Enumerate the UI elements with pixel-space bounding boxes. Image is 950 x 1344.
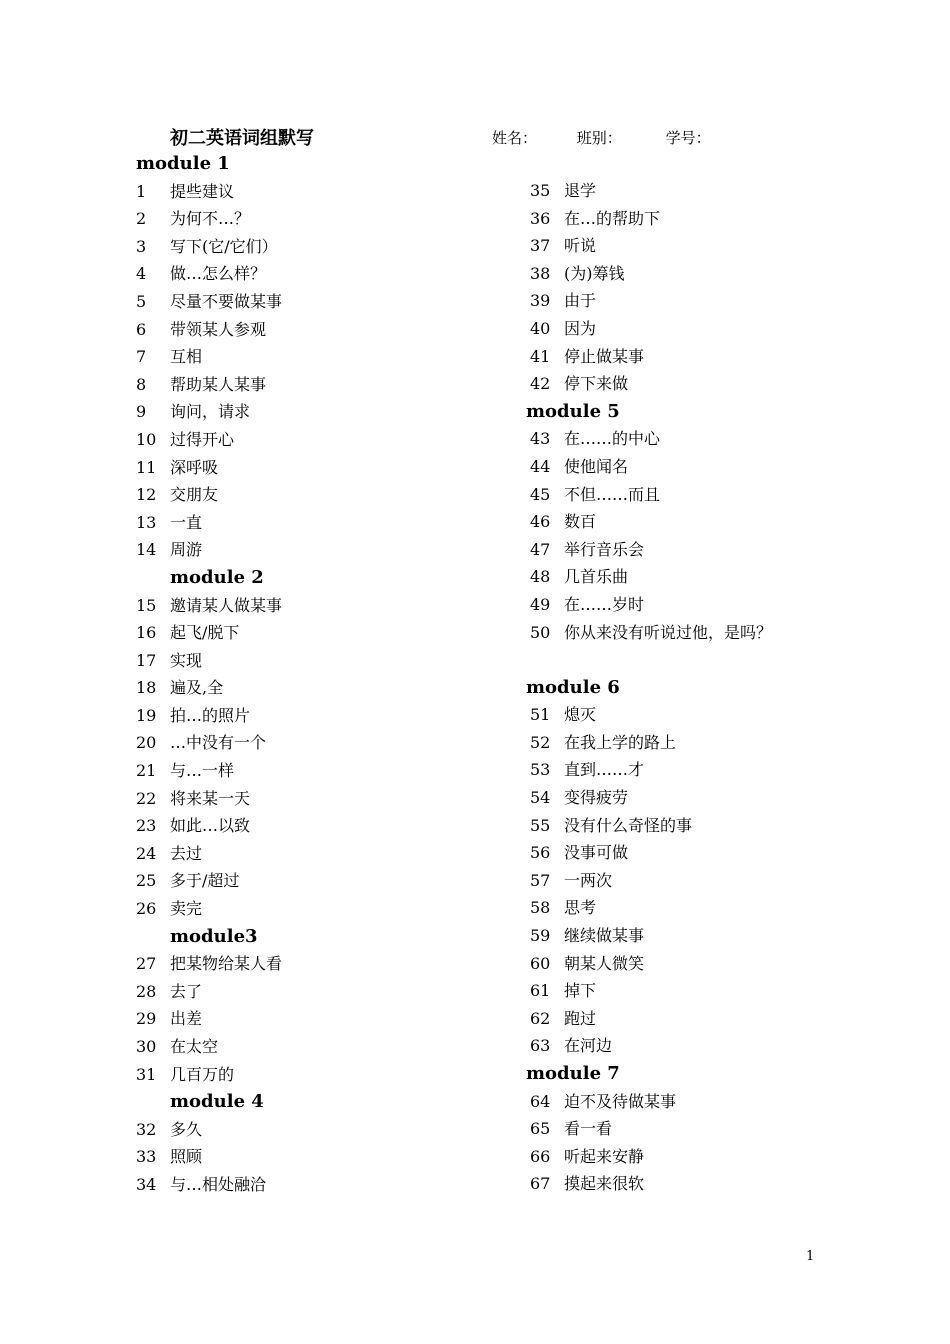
item-phrase: 在……岁时 [564,594,645,614]
phrase-item [526,1170,846,1198]
item-phrase: 卖完 [170,899,203,919]
item-number: 35 [530,181,551,200]
item-phrase: 使他闻名 [564,456,629,476]
phrase-item [526,729,846,757]
phrase-item [136,233,496,261]
item-phrase: 多久 [170,1119,203,1139]
item-phrase: 没有什么奇怪的事 [564,815,693,835]
item-number: 33 [136,1147,157,1167]
item-phrase: (为)筹钱 [564,263,625,283]
item-phrase: …中没有一个 [170,733,267,753]
item-number: 52 [530,732,551,752]
phrase-item [136,702,496,730]
item-phrase: 照顾 [170,1147,203,1167]
item-phrase: 在我上学的路上 [564,732,677,752]
phrase-item [526,481,846,509]
item-phrase: 一两次 [564,870,613,890]
phrase-item [136,371,496,399]
item-number: 11 [136,457,157,477]
item-number: 50 [530,622,551,642]
item-number: 55 [530,815,551,835]
item-phrase: 思考 [564,898,597,918]
phrase-item [136,205,496,233]
page-title: 初二英语词组默写 [170,128,314,149]
item-number: 5 [136,291,147,311]
item-number: 38 [530,263,551,283]
item-number: 20 [136,733,157,753]
item-number: 9 [136,402,147,422]
item-phrase: 在……的中心 [564,429,661,449]
item-phrase: 退学 [564,181,597,200]
phrase-item [136,260,496,288]
phrase-item [526,453,846,481]
phrase-item [526,812,846,840]
item-phrase: 去过 [170,843,203,863]
phrase-item [136,647,496,675]
item-number: 43 [530,429,551,449]
item-phrase: 一直 [170,512,203,532]
item-phrase: 尽量不要做某事 [170,291,283,311]
item-number: 30 [136,1037,157,1056]
item-phrase: 变得疲劳 [564,788,629,808]
item-number: 26 [136,899,157,919]
item-number: 27 [136,954,157,974]
item-phrase: 在河边 [564,1036,613,1056]
item-phrase: 起飞/脱下 [170,623,240,643]
phrase-item [526,784,846,812]
item-number: 46 [530,512,551,532]
phrase-item [136,316,496,344]
module-heading: module 6 [526,676,620,698]
module-heading: module 5 [526,400,620,422]
item-number: 1 [136,181,147,201]
item-number: 29 [136,1009,157,1029]
phrase-item [136,288,496,316]
phrase-item [526,205,846,233]
phrase-item [136,729,496,757]
item-phrase: 如此…以致 [170,816,251,836]
phrase-item [526,894,846,922]
phrase-item [526,343,846,371]
module-heading: module 7 [526,1063,620,1084]
item-number: 37 [530,236,551,256]
phrase-item [136,343,496,371]
item-number: 61 [530,981,551,1001]
item-number: 34 [136,1174,157,1194]
item-phrase: 互相 [170,347,203,367]
item-phrase: 停下来做 [564,374,629,394]
phrase-item [526,1088,846,1116]
blank-line [526,646,846,674]
phrase-item [136,398,496,426]
phrase-item [136,757,496,785]
phrase-item [526,867,846,895]
item-number: 15 [136,595,157,615]
item-phrase: 拍…的照片 [170,705,251,725]
item-number: 10 [136,429,157,449]
item-phrase: 摸起来很软 [564,1174,645,1194]
item-phrase: 将来某一天 [170,788,251,808]
item-number: 66 [530,1146,551,1166]
student-id-label: 学号： [665,129,711,147]
item-number: 14 [136,540,157,560]
module-heading: module 1 [136,153,230,174]
item-number: 18 [136,678,157,698]
item-phrase: 与…相处融洽 [170,1174,267,1194]
item-number: 57 [530,870,551,890]
phrase-item [136,509,496,537]
item-phrase: 由于 [564,291,597,311]
item-number: 36 [530,208,551,228]
item-phrase: 几首乐曲 [564,567,629,587]
phrase-item [526,1005,846,1033]
item-number: 65 [530,1119,551,1139]
item-phrase: 提些建议 [170,181,235,201]
module-heading: module 2 [170,566,264,588]
module-heading: module 4 [170,1091,264,1113]
item-phrase: 写下(它/它们） [170,236,278,256]
item-phrase: 邀请某人做某事 [170,595,283,615]
page-number: 1 [806,1249,815,1264]
phrase-item [136,426,496,454]
phrase-item [136,1171,496,1199]
item-number: 13 [136,512,157,532]
item-number: 17 [136,650,157,670]
item-phrase: 跑过 [564,1008,597,1028]
item-phrase: 在太空 [170,1037,219,1056]
item-phrase: 继续做某事 [564,926,645,946]
item-number: 2 [136,209,147,229]
item-number: 4 [136,264,147,284]
item-phrase: 实现 [170,650,203,670]
item-number: 21 [136,761,157,781]
phrase-item [526,260,846,288]
item-phrase: 在…的帮助下 [564,208,661,228]
item-number: 49 [530,594,551,614]
phrase-item [136,674,496,702]
item-phrase: 看一看 [564,1119,613,1139]
item-phrase: 去了 [170,981,203,1001]
item-phrase: 周游 [170,540,203,560]
item-number: 31 [136,1064,157,1084]
phrase-item [136,978,496,1006]
item-number: 53 [530,760,551,780]
phrase-item [526,563,846,591]
class-label: 班别： [576,129,622,147]
item-number: 28 [136,981,157,1001]
item-number: 51 [530,705,551,725]
item-number: 67 [530,1174,551,1194]
item-phrase: 深呼吸 [170,457,219,477]
phrase-item [136,1061,496,1089]
right-column [526,177,846,1198]
phrase-item [526,922,846,950]
item-number: 45 [530,484,551,504]
phrase-item [526,1115,846,1143]
phrase-item [526,508,846,536]
phrase-item [526,232,846,260]
item-number: 6 [136,319,147,339]
item-phrase: 朝某人微笑 [564,953,645,973]
item-phrase: 直到……才 [564,760,645,780]
phrase-item [136,950,496,978]
item-number: 63 [530,1036,551,1056]
item-number: 47 [530,539,551,559]
phrase-item [136,1005,496,1033]
item-number: 62 [530,1008,551,1028]
item-number: 24 [136,843,157,863]
item-phrase: 数百 [564,512,597,532]
item-number: 16 [136,623,157,643]
item-number: 22 [136,788,157,808]
item-number: 60 [530,953,551,973]
phrase-item [526,1143,846,1171]
phrase-item [136,481,496,509]
item-phrase: 帮助某人某事 [170,374,267,394]
item-phrase: 熄灭 [564,705,597,725]
phrase-item [526,177,846,205]
phrase-item [136,454,496,482]
phrase-item [526,1032,846,1060]
item-number: 25 [136,871,157,891]
item-number: 44 [530,456,551,476]
phrase-item [136,1033,496,1061]
phrase-item [526,315,846,343]
left-column [136,150,496,1199]
item-phrase: 出差 [170,1009,203,1029]
phrase-item [136,785,496,813]
item-phrase: 过得开心 [170,429,235,449]
item-phrase: 多于/超过 [170,871,240,891]
item-phrase: 交朋友 [170,485,219,505]
item-phrase: 做…怎么样？ [170,264,267,284]
item-number: 32 [136,1119,157,1139]
phrase-item [136,592,496,620]
phrase-item [136,812,496,840]
item-number: 3 [136,236,147,256]
phrase-item [526,839,846,867]
phrase-item [136,619,496,647]
item-number: 12 [136,485,157,505]
item-number: 64 [530,1091,551,1111]
item-phrase: 遍及,全 [170,678,224,698]
item-number: 56 [530,843,551,863]
phrase-item [526,950,846,978]
phrase-item [136,840,496,868]
phrase-item [526,756,846,784]
phrase-item [526,619,846,647]
item-number: 54 [530,788,551,808]
student-info-fields [492,127,711,148]
item-phrase: 几百万的 [170,1064,235,1084]
item-number: 41 [530,346,551,366]
item-number: 39 [530,291,551,311]
item-number: 58 [530,898,551,918]
item-phrase: 停止做某事 [564,346,645,366]
phrase-item [526,591,846,619]
item-phrase: 把某物给某人看 [170,954,283,974]
item-number: 59 [530,926,551,946]
item-phrase: 举行音乐会 [564,539,645,559]
phrase-item [136,867,496,895]
item-phrase: 听说 [564,236,597,256]
item-phrase: 掉下 [564,981,597,1001]
item-phrase: 为何不…？ [170,209,251,229]
item-number: 40 [530,318,551,338]
item-phrase: 带领某人参观 [170,319,267,339]
item-phrase: 不但……而且 [564,484,661,504]
name-label: 姓名： [492,129,538,147]
item-phrase: 听起来安静 [564,1146,645,1166]
phrase-item [526,977,846,1005]
item-phrase: 因为 [564,318,597,338]
module-heading: module3 [170,925,258,947]
phrase-item [526,425,846,453]
item-phrase: 与…一样 [170,761,235,781]
item-number: 8 [136,374,147,394]
phrase-item [526,370,846,398]
item-number: 48 [530,567,551,587]
item-phrase: 迫不及待做某事 [564,1091,677,1111]
item-number: 19 [136,705,157,725]
phrase-item [136,895,496,923]
phrase-item [136,178,496,206]
item-phrase: 你从来没有听说过他，是吗？ [564,622,773,642]
phrase-item [526,701,846,729]
phrase-item [136,1116,496,1144]
phrase-item [136,1143,496,1171]
item-phrase: 询问，请求 [170,402,251,422]
item-number: 7 [136,347,147,367]
phrase-item [526,536,846,564]
item-number: 42 [530,374,551,394]
phrase-item [526,287,846,315]
phrase-item [136,536,496,564]
item-phrase: 没事可做 [564,843,629,863]
item-number: 23 [136,816,157,836]
